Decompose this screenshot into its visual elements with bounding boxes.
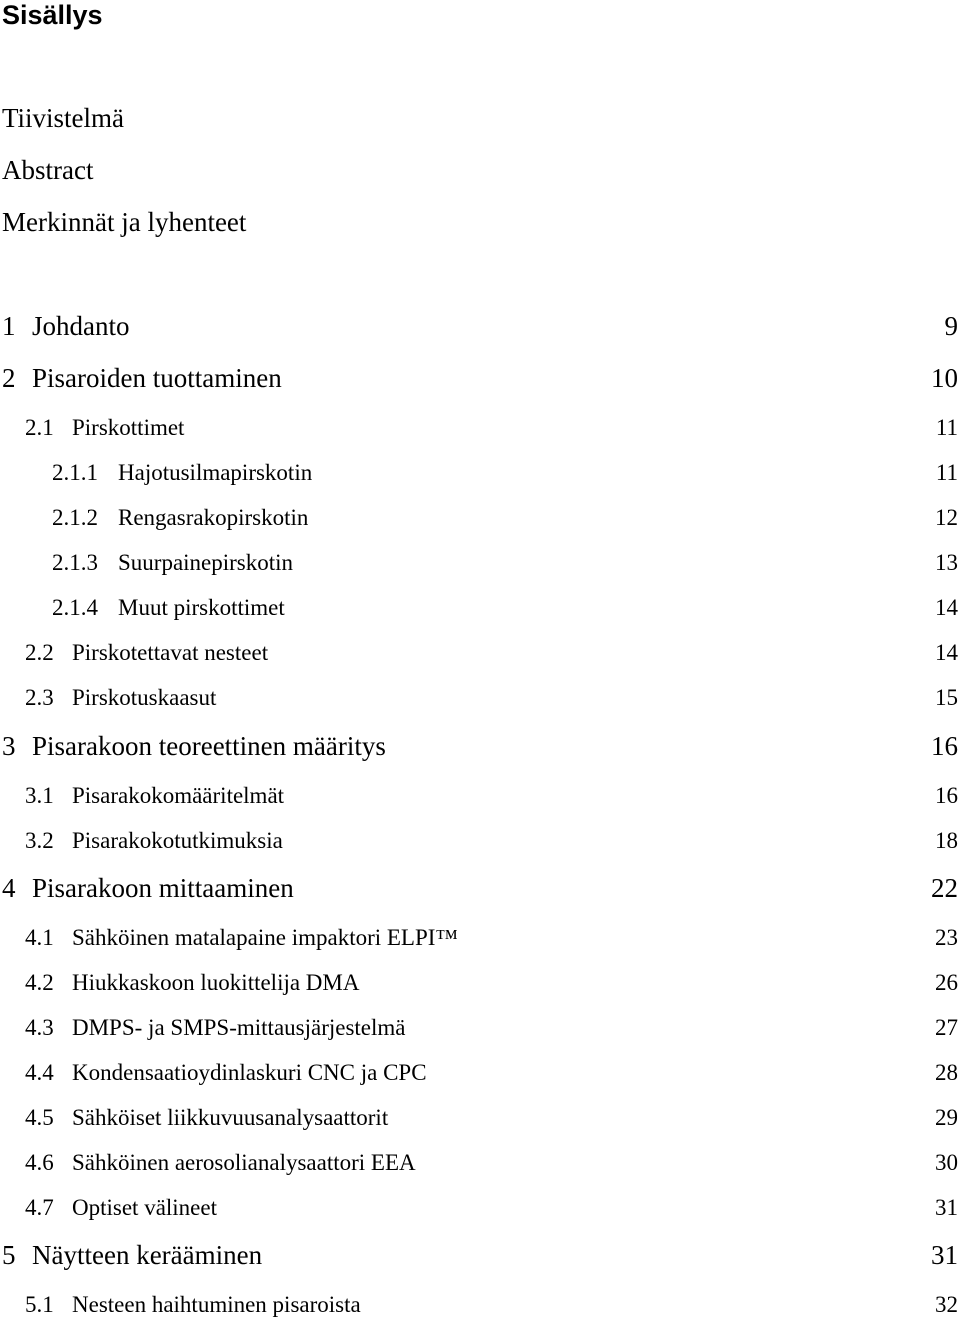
toc-entry [0,781,960,815]
toc-entry-page-number: 11 [935,415,958,440]
page-title: Sisällys [2,0,103,30]
toc-entry-title: Nesteen haihtuminen pisaroista [72,1292,361,1317]
toc-entry-title: Rengasrakopirskotin [118,505,309,530]
toc-entry-title: Hajotusilmapirskotin [118,460,313,485]
toc-entry-title: Näytteen kerääminen [32,1240,263,1270]
toc-entry-number: 3.1 [25,783,54,808]
toc-entry [0,871,960,905]
toc-entry [0,1148,960,1182]
toc-entry-title: Sähköinen aerosolianalysaattori EEA [72,1150,416,1175]
toc-entry-number: 2.1 [25,415,54,440]
toc-entry-number: 4.6 [25,1150,54,1175]
toc-entry-page-number: 31 [935,1195,958,1220]
toc-entry-page-number: 32 [935,1292,958,1317]
toc-entry [0,309,960,343]
toc-entry-page-number: 29 [935,1105,958,1130]
front-matter-abbreviations: Merkinnät ja lyhenteet [2,207,247,237]
toc-entry-page-number: 22 [931,873,958,903]
toc-entry-number: 3.2 [25,828,54,853]
toc-entry-number: 4.4 [25,1060,54,1085]
toc-entry-number: 5.1 [25,1292,54,1317]
toc-entry-page-number: 11 [935,460,958,485]
toc-entry-title: Sähköinen matalapaine impaktori ELPI™ [72,925,458,950]
toc-entry-number: 2.2 [25,640,54,665]
toc-entry [0,458,960,492]
toc-entry-page-number: 23 [935,925,958,950]
toc-entry [0,1103,960,1137]
toc-entry-title: Kondensaatioydinlaskuri CNC ja CPC [72,1060,427,1085]
toc-entry-title: Pirskotuskaasut [72,685,217,710]
toc-entry-title: Pirskottimet [72,415,185,440]
toc-entry-number: 2.1.2 [52,505,98,530]
toc-entry-page-number: 16 [935,783,958,808]
toc-entry-number: 2.1.1 [52,460,98,485]
toc-entry-page-number: 26 [935,970,958,995]
toc-entry [0,1238,960,1272]
toc-entry [0,413,960,447]
toc-entry [0,1290,960,1324]
front-matter-abstract-fi: Tiivistelmä [2,103,125,133]
toc-entry-title: Muut pirskottimet [118,595,285,620]
toc-entry-number: 4.3 [25,1015,54,1040]
toc-entry-number: 4.5 [25,1105,54,1130]
toc-entry [0,923,960,957]
toc-entry-page-number: 15 [935,685,958,710]
toc-entry-page-number: 31 [931,1240,958,1270]
toc-entry-title: DMPS- ja SMPS-mittausjärjestelmä [72,1015,406,1040]
toc-entry [0,826,960,860]
toc-entry [0,503,960,537]
toc-entry-number: 2.1.3 [52,550,98,575]
toc-entry-number: 4 [2,873,16,903]
toc-entry-number: 2.1.4 [52,595,98,620]
front-matter-abstract-en: Abstract [2,155,94,185]
toc-entry-number: 2 [2,363,16,393]
toc-entry-page-number: 30 [935,1150,958,1175]
toc-entry-page-number: 10 [931,363,958,393]
toc-entry-number: 2.3 [25,685,54,710]
toc-entry-number: 3 [2,731,16,761]
toc-entry-title: Sähköiset liikkuvuusanalysaattorit [72,1105,389,1130]
toc-entry-page-number: 28 [935,1060,958,1085]
toc-entry [0,1058,960,1092]
toc-entry [0,548,960,582]
toc-entry-page-number: 27 [935,1015,958,1040]
toc-entry-title: Pisarakoon mittaaminen [32,873,294,903]
toc-entry-number: 4.2 [25,970,54,995]
toc-entry-page-number: 14 [935,595,958,620]
toc-entry [0,1013,960,1047]
toc-entry-title: Pisarakoon teoreettinen määritys [32,731,386,761]
toc-entry [0,638,960,672]
toc-entry-page-number: 9 [944,311,958,341]
toc-entry [0,683,960,717]
toc-entry [0,968,960,1002]
toc-entry-page-number: 14 [935,640,958,665]
toc-entry [0,1193,960,1227]
toc-entry-title: Johdanto [32,311,130,341]
toc-entry-page-number: 18 [935,828,958,853]
toc-entry-title: Pisaroiden tuottaminen [32,363,282,393]
toc-entry-title: Pisarakokotutkimuksia [72,828,283,853]
toc-entry-title: Pirskotettavat nesteet [72,640,269,665]
toc-entry-number: 4.1 [25,925,54,950]
toc-entry [0,593,960,627]
toc-entry-title: Pisarakokomääritelmät [72,783,285,808]
toc-entry-page-number: 13 [935,550,958,575]
toc-entry [0,361,960,395]
toc-entry-number: 1 [2,311,16,341]
toc-entry-title: Optiset välineet [72,1195,217,1220]
toc-entry-title: Hiukkaskoon luokittelija DMA [72,970,360,995]
toc-entry-number: 5 [2,1240,16,1270]
toc-entry [0,729,960,763]
toc-entry-title: Suurpainepirskotin [118,550,294,575]
toc-entry-page-number: 16 [931,731,958,761]
toc-entry-number: 4.7 [25,1195,54,1220]
toc-entry-page-number: 12 [935,505,958,530]
